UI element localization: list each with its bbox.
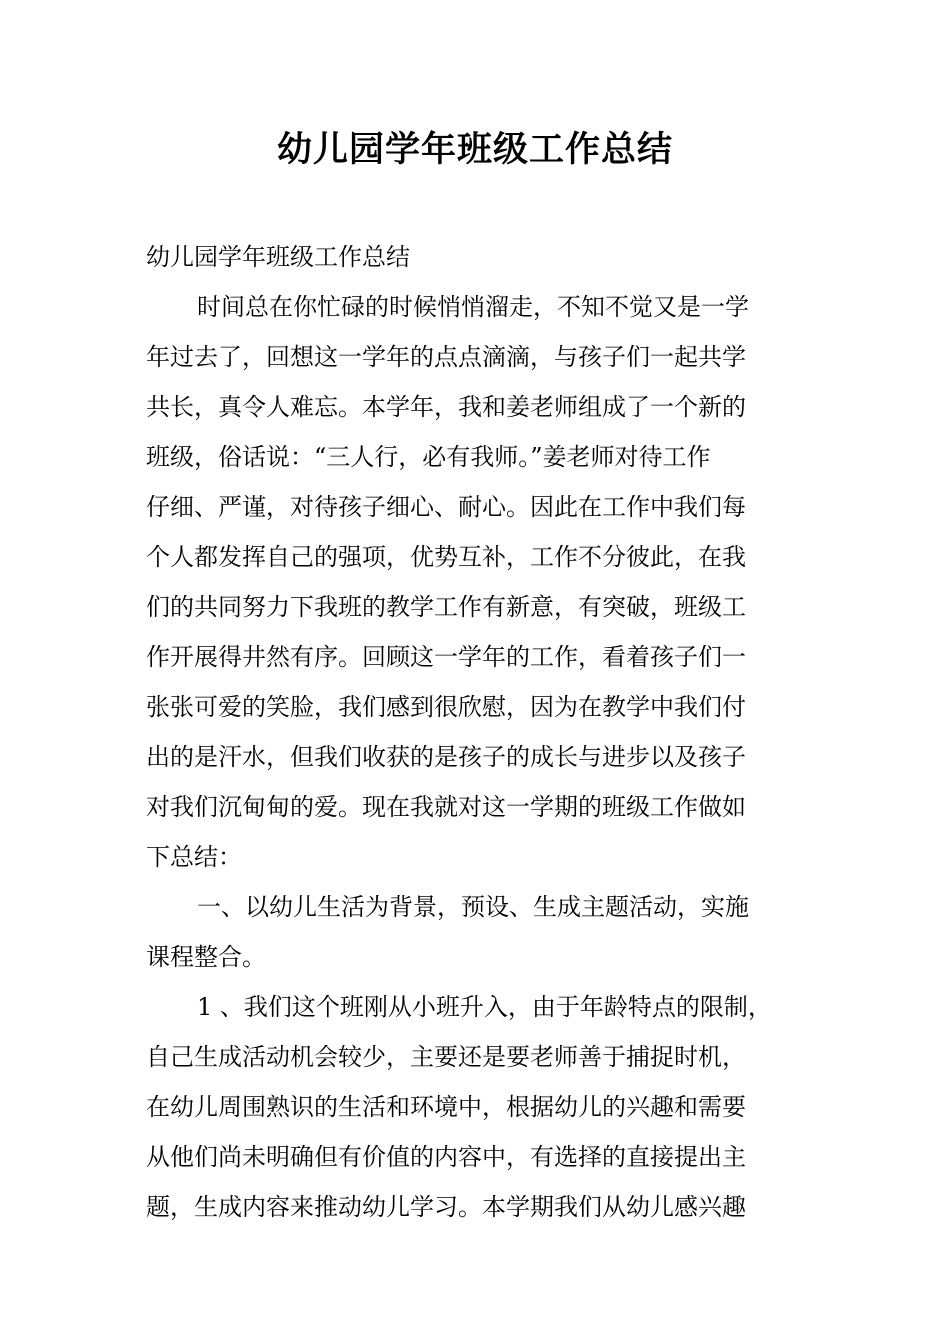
document-line: 课程整合。 [146, 943, 266, 971]
document-line: 从他们尚未明确但有价值的内容中，有选择的直接提出主 [146, 1143, 746, 1171]
document-line: 时间总在你忙碌的时候悄悄溜走，不知不觉又是一学 [197, 293, 749, 321]
document-line: 下总结： [146, 843, 242, 871]
document-line: 对我们沉甸甸的爱。现在我就对这一学期的班级工作做如 [146, 793, 746, 821]
document-line: 仔细、严谨，对待孩子细心、耐心。因此在工作中我们每 [146, 493, 746, 521]
document-line: 自己生成活动机会较少，主要还是要老师善于捕捉时机， [146, 1043, 746, 1071]
document-line: 出的是汗水，但我们收获的是孩子的成长与进步以及孩子 [146, 743, 746, 771]
document-line: 一、以幼儿生活为背景，预设、生成主题活动，实施 [197, 893, 749, 921]
document-line: 们的共同努力下我班的教学工作有新意，有突破，班级工 [146, 593, 746, 621]
document-line: 题，生成内容来推动幼儿学习。本学期我们从幼儿感兴趣 [146, 1193, 746, 1221]
document-title: 幼儿园学年班级工作总结 [276, 129, 673, 170]
document-line: 个人都发挥自己的强项，优势互补，工作不分彼此，在我 [146, 543, 746, 571]
document-body [146, 232, 834, 1232]
document-line: 共长，真令人难忘。本学年，我和姜老师组成了一个新的 [146, 393, 746, 421]
document-line: 张张可爱的笑脸，我们感到很欣慰，因为在教学中我们付 [146, 693, 746, 721]
document-line: 作开展得井然有序。回顾这一学年的工作，看着孩子们一 [146, 643, 746, 671]
document-line: 在幼儿周围熟识的生活和环境中，根据幼儿的兴趣和需要 [146, 1093, 746, 1121]
document-line: 1 、我们这个班刚从小班升入，由于年龄特点的限制， [197, 993, 772, 1021]
document-line: 幼儿园学年班级工作总结 [146, 243, 410, 271]
document-line: 年过去了，回想这一学年的点点滴滴，与孩子们一起共学 [146, 343, 746, 371]
document-line: 班级，俗话说：“三人行，必有我师。”姜老师对待工作 [146, 443, 711, 471]
